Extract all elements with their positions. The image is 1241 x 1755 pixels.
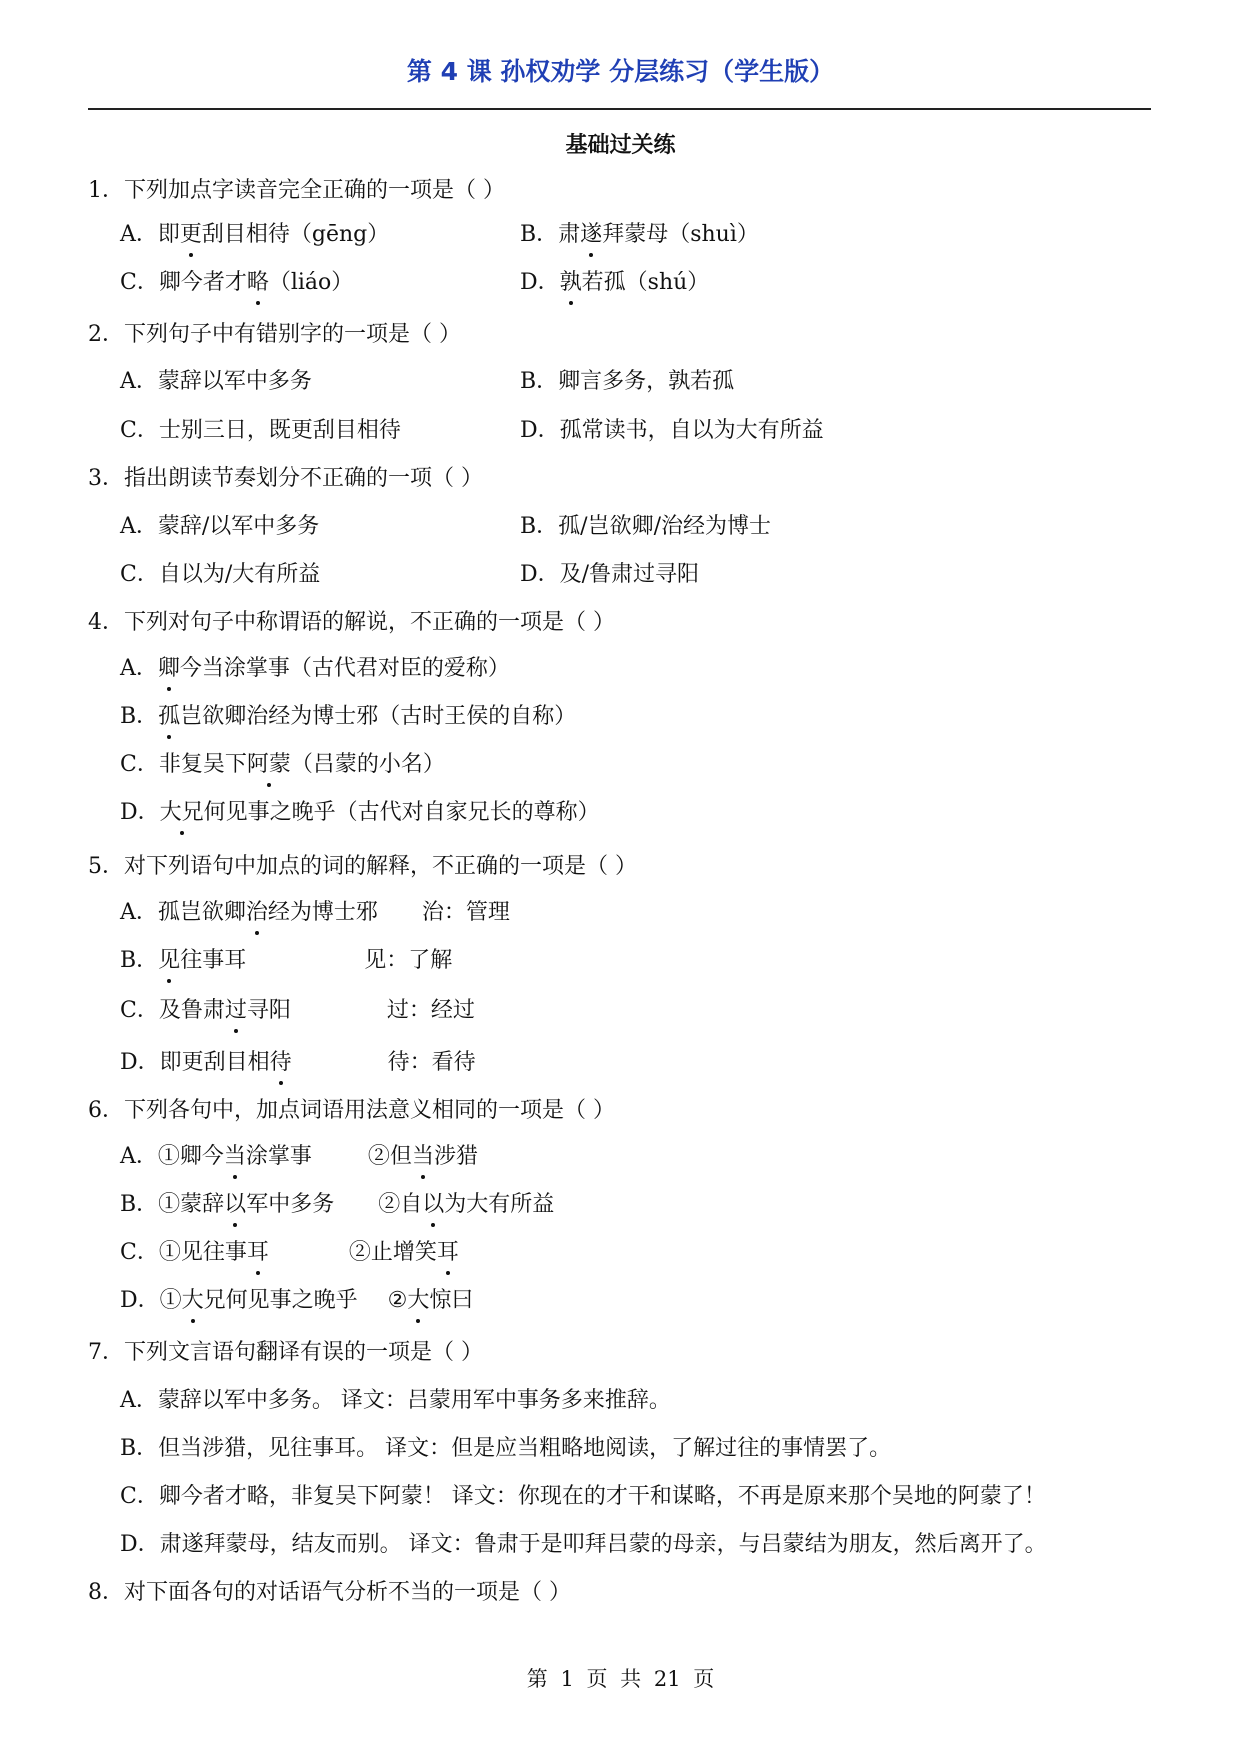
question-4-stem: 4．下列对句子中称谓语的解说，不正确的一项是（ ） [88,610,615,635]
question-4-option-c: C．非复吴下阿蒙（吕蒙的小名） [120,750,445,780]
question-7-option-c: C．卿今者才略，非复吴下阿蒙！ 译文：你现在的才干和谋略，不再是原来那个吴地的阿蒙了！ [120,1484,1046,1509]
emphasis-char: 当 [224,1142,246,1172]
question-7-option-b: B．但当涉猎，见往事耳。 译文：但是应当粗略地阅读，了解过往的事情罢了。 [120,1436,892,1461]
question-7-stem: 7．下列文言语句翻译有误的一项是（ ） [88,1340,483,1365]
page-footer: 第 1 页 共 21 页 [526,1667,715,1691]
question-3-stem: 3．指出朗读节奏划分不正确的一项（ ） [88,466,483,491]
emphasis-char: 大 [407,1286,429,1316]
question-2-option-b: B．卿言多务，孰若孤 [520,369,735,394]
emphasis-char: 遂 [580,220,602,250]
header-divider [88,108,1151,110]
question-2-option-d: D．孤常读书，自以为大有所益 [520,418,824,443]
emphasis-char: 卿 [158,654,180,684]
question-7-option-a: A．蒙辞以军中多务。 译文：吕蒙用军中事务多来推辞。 [120,1388,671,1413]
question-6-option-c: C．①见往事耳 ②止增笑耳 [120,1238,459,1268]
question-8-stem: 8．对下面各句的对话语气分析不当的一项是（ ） [88,1580,571,1605]
question-4-option-d: D．大兄何见事之晚乎（古代对自家兄长的尊称） [120,798,600,828]
emphasis-char: 大 [182,1286,204,1316]
question-7-option-d: D．肃遂拜蒙母，结友而别。 译文：鲁肃于是叩拜吕蒙的母亲，与吕蒙结为朋友，然后离开了。 [120,1532,1047,1557]
question-3-option-d: D．及/鲁肃过寻阳 [520,562,700,587]
emphasis-char: 待 [270,1048,292,1078]
emphasis-word: 大兄 [160,798,204,828]
section-title: 基础过关练 [565,133,676,158]
question-5-stem: 5．对下列语句中加点的词的解释，不正确的一项是（ ） [88,854,637,879]
emphasis-char: 见 [158,946,180,976]
question-4-option-b: B．孤岂欲卿治经为博士邪（古时王侯的自称） [120,702,576,732]
emphasis-char: 以 [422,1190,444,1220]
question-6-option-b: B．①蒙辞以军中多务 ②自以为大有所益 [120,1190,554,1220]
emphasis-char: 更 [180,220,202,250]
question-4-option-a: A．卿今当涂掌事（古代君对臣的爱称） [120,654,510,684]
emphasis-char: 略 [247,268,269,298]
question-1-option-d: D．孰若孤（shú） [520,268,709,298]
emphasis-char: 以 [224,1190,246,1220]
emphasis-char: 耳 [437,1238,459,1268]
emphasis-word: 阿蒙 [247,750,291,780]
emphasis-char: 当 [412,1142,434,1172]
emphasis-char: 过 [225,996,247,1026]
question-2-option-c: C．士别三日，既更刮目相待 [120,418,401,443]
question-6-option-d: D．①大兄何见事之晚乎 ②大惊曰 [120,1286,473,1316]
question-5-option-d: D．即更刮目相待 待：看待 [120,1048,476,1078]
question-3-option-a: A．蒙辞/以军中多务 [120,514,320,539]
question-2-stem: 2．下列句子中有错别字的一项是（ ） [88,322,461,347]
question-5-option-b: B．见往事耳 见：了解 [120,946,452,976]
question-5-option-a: A．孤岂欲卿治经为博士邪 治：管理 [120,898,510,928]
question-1-option-c: C．卿今者才略（liáo） [120,268,353,298]
question-6-stem: 6．下列各句中，加点词语用法意义相同的一项是（ ） [88,1098,615,1123]
question-3-option-b: B．孤/岂欲卿/治经为博士 [520,514,771,539]
emphasis-char: 孤 [158,702,180,732]
emphasis-char: 治 [246,898,268,928]
question-1-stem: 1．下列加点字读音完全正确的一项是（ ） [88,178,505,203]
question-3-option-c: C．自以为/大有所益 [120,562,321,587]
question-1-option-a: A．即更刮目相待（gēng） [120,220,389,250]
emphasis-char: 孰 [560,268,582,298]
emphasis-char: 耳 [247,1238,269,1268]
question-1-option-b: B．肃遂拜蒙母（shuì） [520,220,759,250]
page-header-title: 第 4 课 孙权劝学 分层练习（学生版） [406,57,835,86]
question-5-option-c: C．及鲁肃过寻阳 过：经过 [120,996,475,1026]
question-6-option-a: A．①卿今当涂掌事 ②但当涉猎 [120,1142,478,1172]
question-2-option-a: A．蒙辞以军中多务 [120,369,312,394]
